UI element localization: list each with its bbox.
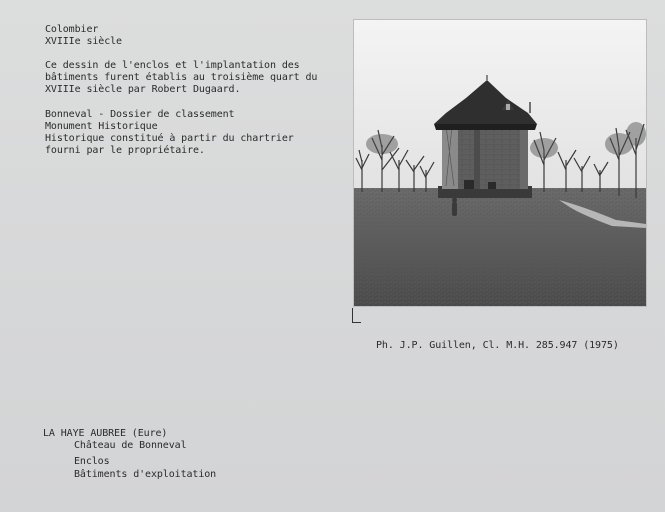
location-item: Enclos [74,456,110,467]
object-date: XVIIIe siècle [45,36,122,47]
source-line: Bonneval - Dossier de classement [45,109,235,120]
object-title: Colombier [45,24,99,35]
crop-mark [352,308,361,323]
source-line: Monument Historique [45,121,158,132]
location-item: Bâtiments d'exploitation [74,469,217,480]
source-line: fourni par le propriétaire. [45,145,205,156]
dovecote-photo [353,19,647,307]
description-line: XVIIIe siècle par Robert Dugaard. [45,84,241,95]
source-line: Historique constitué à partir du chartrier [45,133,294,144]
location-site: Château de Bonneval [74,440,187,451]
description-line: Ce dessin de l'enclos et l'implantation des [45,60,300,71]
dovecote-photo-illustration [354,20,646,306]
location-place: LA HAYE AUBREE (Eure) [43,428,168,439]
description-line: bâtiments furent établis au troisième quart du [45,72,318,83]
photo-caption: Ph. J.P. Guillen, Cl. M.H. 285.947 (1975) [376,340,619,351]
